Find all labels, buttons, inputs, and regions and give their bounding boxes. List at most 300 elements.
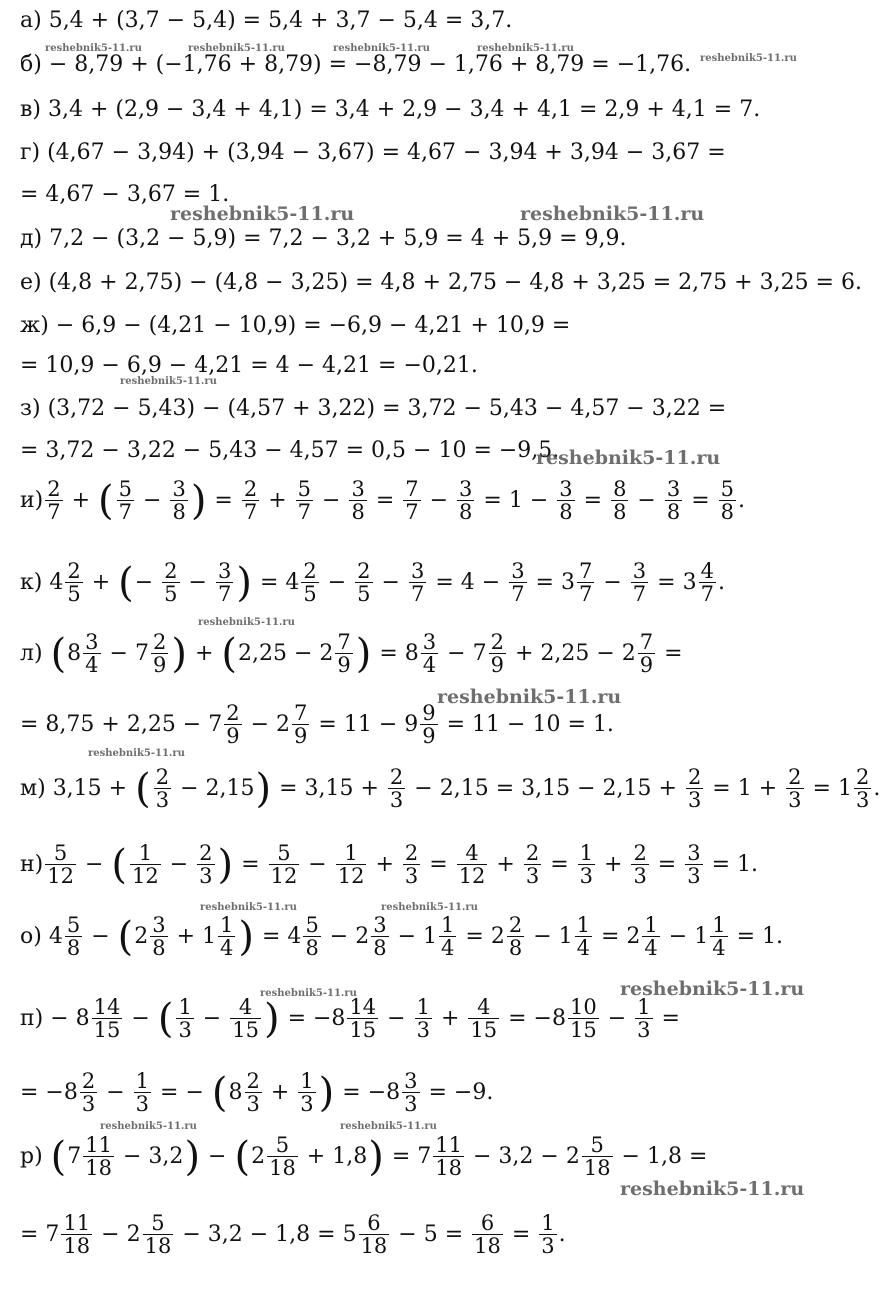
fraction-denominator: 9 bbox=[639, 653, 654, 677]
watermark-logo: reshebnik5-11.ru bbox=[381, 902, 478, 913]
solution-line-z: з) (3,72 − 5,43) − (4,57 + 3,22) = 3,72 − 5,43 − 4,57 − 3,22 = bbox=[20, 396, 727, 421]
solution-line-m bbox=[20, 766, 880, 811]
fraction bbox=[134, 1070, 151, 1115]
fraction-denominator: 9 bbox=[152, 653, 167, 677]
fraction-denominator: 3 bbox=[199, 864, 213, 888]
watermark-logo: reshebnik5-11.ru bbox=[700, 53, 797, 64]
fraction bbox=[699, 560, 716, 605]
fraction-numerator: 1 bbox=[637, 995, 651, 1019]
expression-text: − 1 bbox=[390, 923, 438, 949]
fraction-denominator: 7 bbox=[632, 582, 647, 606]
fraction bbox=[92, 996, 123, 1041]
fraction-numerator: 3 bbox=[410, 559, 425, 583]
fraction bbox=[568, 996, 599, 1041]
fraction-denominator: 3 bbox=[404, 864, 419, 888]
fraction-numerator: 3 bbox=[559, 477, 573, 501]
watermark-logo: reshebnik5-11.ru bbox=[437, 686, 622, 708]
expression-text: 2,25 − 2 bbox=[237, 640, 334, 666]
fraction-numerator: 2 bbox=[81, 1069, 96, 1093]
big-paren: ) bbox=[236, 559, 252, 606]
expression-text: . bbox=[873, 775, 881, 801]
expression-text: − bbox=[600, 1005, 634, 1031]
fraction bbox=[301, 560, 318, 605]
fraction bbox=[421, 631, 438, 676]
fraction-numerator: 1 bbox=[344, 841, 358, 865]
watermark-logo: reshebnik5-11.ru bbox=[536, 447, 721, 469]
fraction-denominator: 5 bbox=[357, 582, 371, 606]
fraction-numerator: 3 bbox=[404, 1069, 418, 1093]
expression-text: + bbox=[84, 569, 118, 595]
fraction bbox=[80, 1070, 97, 1115]
expression-text: = −8 bbox=[335, 1079, 401, 1105]
fraction-numerator: 7 bbox=[337, 630, 351, 654]
fraction-numerator: 2 bbox=[155, 765, 170, 789]
fraction bbox=[457, 842, 488, 887]
fraction-denominator: 18 bbox=[435, 1156, 462, 1180]
fraction-denominator: 15 bbox=[470, 1018, 498, 1042]
expression-text: = 1. bbox=[729, 923, 784, 949]
fraction-denominator: 9 bbox=[294, 724, 308, 748]
fraction-numerator: 5 bbox=[720, 477, 735, 501]
fraction-denominator: 7 bbox=[405, 500, 419, 524]
watermark-logo: reshebnik5-11.ru bbox=[620, 978, 805, 1000]
fraction-numerator: 14 bbox=[349, 995, 377, 1019]
fraction-denominator: 5 bbox=[303, 582, 317, 606]
fraction-numerator: 3 bbox=[687, 841, 701, 865]
expression-text: − 2 bbox=[243, 711, 291, 737]
fraction-denominator: 8 bbox=[459, 500, 473, 524]
expression-text: = − bbox=[153, 1079, 211, 1105]
fraction-numerator: 3 bbox=[152, 913, 166, 937]
fraction-numerator: 2 bbox=[687, 765, 702, 789]
expression-text: = 7 bbox=[20, 1221, 60, 1247]
fraction-denominator: 8 bbox=[720, 500, 735, 524]
expression-text: = −9. bbox=[421, 1079, 494, 1105]
solution-line-n bbox=[20, 842, 758, 887]
fraction bbox=[686, 766, 703, 811]
fraction-numerator: 2 bbox=[788, 765, 802, 789]
fraction-numerator: 3 bbox=[459, 477, 473, 501]
fraction bbox=[439, 914, 456, 959]
solution-line-r bbox=[20, 1134, 707, 1179]
fraction-denominator: 8 bbox=[559, 500, 573, 524]
big-paren: ) bbox=[318, 1069, 335, 1116]
expression-text: м) 3,15 + bbox=[20, 775, 135, 801]
fraction-numerator: 7 bbox=[294, 701, 308, 725]
expression-text: − bbox=[134, 569, 161, 595]
big-paren: ( bbox=[234, 1133, 251, 1180]
expression-text: = 3,15 + bbox=[272, 775, 386, 801]
fraction bbox=[420, 702, 437, 747]
fraction-denominator: 3 bbox=[541, 1234, 555, 1258]
expression-text: − bbox=[320, 569, 354, 595]
fraction-numerator: 2 bbox=[633, 841, 647, 865]
expression-text: 8 bbox=[67, 640, 82, 666]
fraction-numerator: 2 bbox=[226, 701, 240, 725]
expression-text: − bbox=[136, 487, 169, 513]
fraction-numerator: 9 bbox=[422, 701, 436, 725]
big-paren: ) bbox=[368, 1133, 384, 1180]
fraction-numerator: 2 bbox=[389, 765, 404, 789]
fraction bbox=[176, 996, 193, 1041]
fraction-numerator: 2 bbox=[243, 477, 258, 501]
expression-text: = 1 bbox=[805, 775, 852, 801]
fraction-numerator: 2 bbox=[855, 765, 870, 789]
fraction-denominator: 12 bbox=[132, 864, 159, 888]
watermark-logo: reshebnik5-11.ru bbox=[340, 1121, 437, 1132]
expression-text: 8 bbox=[228, 1079, 243, 1105]
expression-text: − bbox=[162, 851, 196, 877]
expression-text: л) bbox=[20, 640, 50, 666]
fraction-numerator: 1 bbox=[441, 913, 455, 937]
expression-text: − bbox=[374, 569, 407, 595]
fraction bbox=[403, 478, 420, 523]
fraction-denominator: 7 bbox=[511, 582, 525, 606]
fraction bbox=[472, 1212, 503, 1257]
fraction-denominator: 15 bbox=[93, 1018, 121, 1042]
fraction bbox=[582, 1134, 613, 1179]
fraction-denominator: 8 bbox=[172, 500, 186, 524]
fraction-numerator: 1 bbox=[138, 841, 153, 865]
fraction-numerator: 1 bbox=[579, 841, 594, 865]
expression-text: − 1 bbox=[526, 923, 573, 949]
fraction-denominator: 8 bbox=[613, 500, 627, 524]
solution-line-g: г) (4,67 − 3,94) + (3,94 − 3,67) = 4,67 − 3,94 + 3,94 − 3,67 = bbox=[20, 140, 726, 165]
fraction bbox=[162, 560, 179, 605]
expression-text: − bbox=[124, 1005, 157, 1031]
fraction-denominator: 15 bbox=[349, 1018, 377, 1042]
expression-text: − bbox=[422, 487, 456, 513]
watermark-logo: reshebnik5-11.ru bbox=[200, 902, 297, 913]
fraction-numerator: 4 bbox=[477, 995, 491, 1019]
fraction bbox=[242, 478, 259, 523]
big-paren: ) bbox=[217, 841, 234, 888]
watermark-logo: reshebnik5-11.ru bbox=[260, 988, 357, 999]
expression-text: = 3 bbox=[528, 569, 575, 595]
watermark-logo: reshebnik5-11.ru bbox=[170, 203, 355, 225]
fraction-denominator: 18 bbox=[63, 1234, 91, 1258]
watermark-logo: reshebnik5-11.ru bbox=[520, 203, 705, 225]
fraction-denominator: 12 bbox=[337, 864, 365, 888]
expression-text: + 1 bbox=[169, 923, 217, 949]
fraction bbox=[578, 842, 595, 887]
watermark-logo: reshebnik5-11.ru bbox=[620, 1178, 805, 1200]
fraction-numerator: 2 bbox=[508, 913, 523, 937]
fraction bbox=[509, 560, 526, 605]
expression-text: + bbox=[433, 1005, 467, 1031]
fraction-numerator: 7 bbox=[578, 559, 593, 583]
fraction bbox=[151, 631, 168, 676]
expression-text: = 1. bbox=[704, 851, 759, 877]
fraction-numerator: 1 bbox=[541, 1211, 555, 1235]
fraction bbox=[359, 1212, 390, 1257]
fraction bbox=[638, 631, 655, 676]
big-paren: ) bbox=[238, 913, 255, 960]
expression-text: − bbox=[596, 569, 629, 595]
fraction-numerator: 1 bbox=[576, 913, 590, 937]
fraction-denominator: 15 bbox=[232, 1018, 259, 1042]
big-paren: ) bbox=[190, 477, 207, 524]
fraction bbox=[611, 478, 628, 523]
expression-text: 2 bbox=[134, 923, 149, 949]
expression-text: − bbox=[84, 923, 117, 949]
big-paren: ) bbox=[263, 995, 280, 1042]
expression-text: = −8 bbox=[501, 1005, 566, 1031]
fraction bbox=[415, 996, 432, 1041]
fraction-denominator: 4 bbox=[644, 936, 658, 960]
expression-text: − 2,15 bbox=[173, 775, 255, 801]
solution-line-g-cont: = 4,67 − 3,67 = 1. bbox=[20, 182, 230, 207]
expression-text: = bbox=[543, 851, 576, 877]
fraction-numerator: 5 bbox=[151, 1211, 165, 1235]
fraction-denominator: 4 bbox=[422, 653, 437, 677]
fraction-denominator: 18 bbox=[144, 1234, 172, 1258]
big-paren: ( bbox=[157, 995, 174, 1042]
fraction-numerator: 8 bbox=[613, 477, 627, 501]
fraction bbox=[577, 560, 594, 605]
fraction-denominator: 3 bbox=[178, 1018, 192, 1042]
fraction bbox=[710, 914, 727, 959]
fraction-denominator: 18 bbox=[269, 1156, 296, 1180]
fraction-denominator: 3 bbox=[633, 864, 647, 888]
fraction-numerator: 4 bbox=[700, 559, 714, 583]
fraction-denominator: 7 bbox=[217, 582, 232, 606]
fraction-numerator: 5 bbox=[53, 841, 68, 865]
expression-text: = bbox=[576, 487, 610, 513]
fraction-denominator: 3 bbox=[416, 1018, 430, 1042]
fraction bbox=[539, 1212, 556, 1257]
big-paren: ) bbox=[355, 630, 372, 677]
watermark-logo: reshebnik5-11.ru bbox=[100, 1121, 197, 1132]
fraction-denominator: 3 bbox=[579, 864, 594, 888]
fraction-numerator: 5 bbox=[66, 913, 81, 937]
fraction-denominator: 7 bbox=[297, 500, 312, 524]
expression-text: − 1 bbox=[661, 923, 709, 949]
fraction-denominator: 4 bbox=[85, 653, 99, 677]
fraction-numerator: 1 bbox=[178, 995, 192, 1019]
fraction-numerator: 1 bbox=[220, 913, 234, 937]
expression-text: − 3,2 bbox=[116, 1143, 184, 1169]
fraction-numerator: 5 bbox=[297, 477, 312, 501]
expression-text: 7 bbox=[67, 1143, 82, 1169]
fraction-denominator: 3 bbox=[525, 864, 540, 888]
fraction-denominator: 3 bbox=[788, 788, 802, 812]
fraction bbox=[642, 914, 659, 959]
fraction-denominator: 8 bbox=[666, 500, 681, 524]
fraction bbox=[631, 842, 648, 887]
fraction bbox=[489, 631, 506, 676]
fraction-denominator: 15 bbox=[569, 1018, 597, 1042]
fraction-denominator: 9 bbox=[422, 724, 436, 748]
expression-text: = bbox=[650, 851, 684, 877]
fraction-numerator: 11 bbox=[85, 1133, 113, 1157]
fraction-denominator: 7 bbox=[118, 500, 133, 524]
fraction bbox=[388, 766, 405, 811]
solution-line-zh-cont: = 10,9 − 6,9 − 4,21 = 4 − 4,21 = −0,21. bbox=[20, 353, 478, 378]
fraction-denominator: 12 bbox=[458, 864, 486, 888]
expression-text: = bbox=[234, 851, 267, 877]
expression-text: − 7 bbox=[440, 640, 487, 666]
big-paren: ( bbox=[50, 630, 67, 677]
fraction bbox=[245, 1070, 262, 1115]
fraction-numerator: 5 bbox=[275, 1133, 290, 1157]
fraction-numerator: 5 bbox=[277, 841, 291, 865]
expression-text: = bbox=[368, 487, 402, 513]
fraction bbox=[685, 842, 702, 887]
fraction bbox=[507, 914, 524, 959]
fraction bbox=[349, 478, 366, 523]
fraction bbox=[335, 631, 352, 676]
expression-text: = 2 bbox=[458, 923, 505, 949]
fraction-denominator: 3 bbox=[404, 1092, 418, 1116]
fraction-numerator: 10 bbox=[569, 995, 597, 1019]
fraction-numerator: 11 bbox=[63, 1211, 91, 1235]
fraction-numerator: 2 bbox=[490, 630, 504, 654]
fraction bbox=[557, 478, 574, 523]
fraction-denominator: 12 bbox=[270, 864, 298, 888]
fraction-numerator: 3 bbox=[632, 559, 647, 583]
fraction bbox=[197, 842, 214, 887]
fraction bbox=[218, 914, 235, 959]
expression-text: + 2,25 − 2 bbox=[507, 640, 636, 666]
fraction-denominator: 3 bbox=[246, 1092, 260, 1116]
fraction-numerator: 3 bbox=[666, 477, 681, 501]
expression-text: − bbox=[99, 1079, 132, 1105]
expression-text: . bbox=[558, 1221, 566, 1247]
fraction-denominator: 18 bbox=[474, 1234, 501, 1258]
watermark-logo: reshebnik5-11.ru bbox=[188, 43, 285, 54]
fraction-numerator: 5 bbox=[590, 1133, 604, 1157]
expression-text: − 5 = bbox=[391, 1221, 471, 1247]
fraction-denominator: 7 bbox=[47, 500, 61, 524]
solution-line-z-cont: = 3,72 − 3,22 − 5,43 − 4,57 = 0,5 − 10 = −9,5. bbox=[20, 438, 560, 463]
fraction-numerator: 1 bbox=[644, 913, 658, 937]
watermark-logo: reshebnik5-11.ru bbox=[45, 43, 142, 54]
expression-text: − bbox=[630, 487, 663, 513]
fraction-denominator: 4 bbox=[576, 936, 590, 960]
watermark-logo: reshebnik5-11.ru bbox=[198, 617, 295, 628]
expression-text: + bbox=[64, 487, 98, 513]
fraction-numerator: 14 bbox=[93, 995, 121, 1019]
big-paren: ( bbox=[117, 913, 134, 960]
fraction-numerator: 5 bbox=[305, 913, 319, 937]
fraction bbox=[457, 478, 474, 523]
fraction-numerator: 2 bbox=[47, 477, 61, 501]
fraction-denominator: 3 bbox=[135, 1092, 150, 1116]
fraction bbox=[45, 842, 76, 887]
fraction bbox=[130, 842, 161, 887]
fraction bbox=[468, 996, 499, 1041]
fraction-denominator: 18 bbox=[85, 1156, 113, 1180]
big-paren: ) bbox=[255, 765, 272, 812]
expression-text: и) bbox=[20, 487, 44, 513]
big-paren: ( bbox=[135, 765, 151, 812]
expression-text: . bbox=[738, 487, 746, 513]
fraction bbox=[150, 914, 167, 959]
fraction bbox=[83, 1134, 114, 1179]
fraction bbox=[269, 842, 300, 887]
fraction-denominator: 4 bbox=[712, 936, 726, 960]
fraction-numerator: 2 bbox=[67, 559, 81, 583]
fraction-numerator: 1 bbox=[135, 1069, 150, 1093]
expression-text: + bbox=[261, 487, 294, 513]
fraction bbox=[65, 914, 82, 959]
expression-text: − 2 bbox=[322, 923, 370, 949]
fraction-numerator: 4 bbox=[465, 841, 479, 865]
fraction-numerator: 2 bbox=[199, 841, 213, 865]
fraction-numerator: 3 bbox=[422, 630, 437, 654]
expression-text: о) 4 bbox=[20, 923, 63, 949]
solution-line-d: д) 7,2 − (3,2 − 5,9) = 7,2 − 3,2 + 5,9 = 4 + 5,9 = 9,9. bbox=[20, 226, 627, 251]
expression-text: = bbox=[504, 1221, 538, 1247]
fraction bbox=[409, 560, 426, 605]
solution-line-b: б) − 8,79 + (−1,76 + 8,79) = −8,79 − 1,76 + 8,79 = −1,76. bbox=[20, 52, 692, 77]
solution-line-e: е) (4,8 + 2,75) − (4,8 − 3,25) = 4,8 + 2,75 − 4,8 + 3,25 = 2,75 + 3,25 = 6. bbox=[20, 270, 862, 295]
big-paren: ( bbox=[221, 630, 237, 677]
expression-text: 2 bbox=[251, 1143, 266, 1169]
fraction bbox=[433, 1134, 464, 1179]
expression-text: − 3,2 − 1,8 = 5 bbox=[175, 1221, 357, 1247]
fraction-numerator: 3 bbox=[511, 559, 525, 583]
expression-text: = 2 bbox=[594, 923, 641, 949]
fraction-denominator: 8 bbox=[373, 936, 387, 960]
fraction-denominator: 12 bbox=[47, 864, 74, 888]
fraction-numerator: 2 bbox=[246, 1069, 260, 1093]
expression-text: − 2 bbox=[94, 1221, 141, 1247]
expression-text: к) 4 bbox=[20, 569, 64, 595]
fraction bbox=[216, 560, 233, 605]
fraction bbox=[403, 842, 420, 887]
fraction-denominator: 7 bbox=[700, 582, 714, 606]
big-paren: ( bbox=[111, 841, 128, 888]
expression-text: + 1,8 bbox=[299, 1143, 368, 1169]
expression-text: . bbox=[717, 569, 725, 595]
fraction-numerator: 2 bbox=[525, 841, 540, 865]
fraction-denominator: 5 bbox=[164, 582, 178, 606]
fraction bbox=[303, 914, 320, 959]
expression-text: = bbox=[654, 1005, 680, 1031]
fraction-denominator: 3 bbox=[687, 864, 701, 888]
expression-text: = −8 bbox=[20, 1079, 78, 1105]
solution-line-a: а) 5,4 + (3,7 − 5,4) = 5,4 + 3,7 − 5,4 = 3,7. bbox=[20, 8, 513, 33]
fraction-denominator: 7 bbox=[578, 582, 593, 606]
fraction bbox=[224, 702, 241, 747]
fraction-numerator: 3 bbox=[351, 477, 365, 501]
watermark-logo: reshebnik5-11.ru bbox=[333, 43, 430, 54]
fraction-denominator: 3 bbox=[155, 788, 170, 812]
big-paren: ( bbox=[211, 1069, 228, 1116]
fraction bbox=[575, 914, 592, 959]
expression-text: = 4 bbox=[255, 923, 302, 949]
expression-text: = bbox=[657, 640, 683, 666]
fraction-numerator: 2 bbox=[303, 559, 317, 583]
big-paren: ( bbox=[118, 559, 134, 606]
fraction-denominator: 8 bbox=[351, 500, 365, 524]
expression-text: = 7 bbox=[384, 1143, 432, 1169]
big-paren: ) bbox=[184, 1133, 201, 1180]
fraction bbox=[65, 560, 82, 605]
fraction-denominator: 9 bbox=[337, 653, 351, 677]
fraction bbox=[61, 1212, 92, 1257]
expression-text: − bbox=[315, 487, 348, 513]
expression-text: = 1 − bbox=[476, 487, 556, 513]
fraction-numerator: 3 bbox=[373, 913, 387, 937]
expression-text: + bbox=[489, 851, 522, 877]
fraction-denominator: 8 bbox=[508, 936, 523, 960]
expression-text: = bbox=[207, 487, 240, 513]
expression-text: = 1 + bbox=[705, 775, 785, 801]
solution-line-zh: ж) − 6,9 − (4,21 − 10,9) = −6,9 − 4,21 + 10,9 = bbox=[20, 313, 571, 338]
